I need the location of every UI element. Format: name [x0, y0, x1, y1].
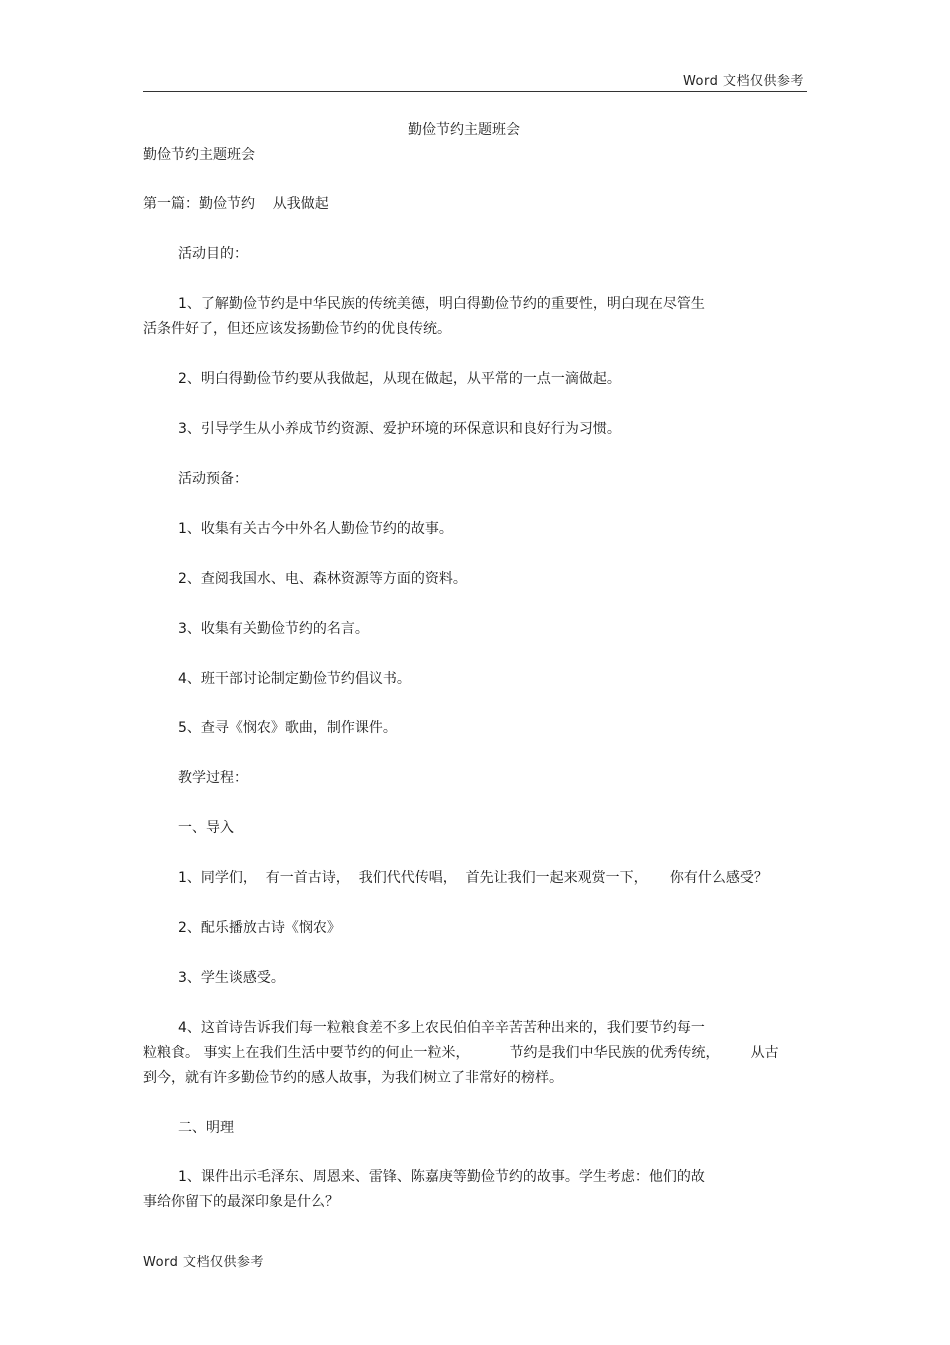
paragraph-line: 事给你留下的最深印象是什么？ — [143, 1194, 339, 1210]
process-heading: 教学过程： — [178, 770, 248, 786]
goal-heading: 活动目的： — [178, 246, 248, 262]
paragraph-line: 3、学生谈感受。 — [178, 970, 285, 986]
paragraph-line: 3、收集有关勤俭节约的名言。 — [178, 621, 369, 637]
page-header: Word 文档仅供参考 — [682, 74, 804, 89]
paragraph-line: 4、这首诗告诉我们每一粒粮食差不多上农民伯伯辛辛苦苦种出来的，我们要节约每一 — [178, 1020, 705, 1036]
paragraph-line: 5、查寻《悯农》歌曲，制作课件。 — [178, 720, 397, 736]
document-subtitle: 勤俭节约主题班会 — [143, 147, 255, 163]
paragraph-line: 4、班干部讨论制定勤俭节约倡议书。 — [178, 671, 411, 687]
intro-heading: 一、导入 — [178, 820, 234, 836]
paragraph-line: 2、配乐播放古诗《悯农》 — [178, 920, 341, 936]
document-title: 勤俭节约主题班会 — [408, 122, 520, 138]
paragraph-line: 2、明白得勤俭节约要从我做起，从现在做起，从平常的一点一滴做起。 — [178, 371, 621, 387]
paragraph-line: 粒粮食。 事实上在我们生活中要节约的何止一粒米， 节约是我们中华民族的优秀传统， 从古 — [143, 1045, 779, 1061]
paragraph-line: 到今，就有许多勤俭节约的感人故事，为我们树立了非常好的榜样。 — [143, 1070, 563, 1086]
paragraph-line: 1、了解勤俭节约是中华民族的传统美德，明白得勤俭节约的重要性，明白现在尽管生 — [178, 296, 705, 312]
section-title: 第一篇：勤俭节约 从我做起 — [143, 196, 329, 212]
paragraph-line: 2、查阅我国水、电、森林资源等方面的资料。 — [178, 571, 467, 587]
paragraph-line: 1、同学们， 有一首古诗， 我们代代传唱， 首先让我们一起来观赏一下， 你有什么感受？ — [178, 870, 768, 886]
prep-heading: 活动预备： — [178, 471, 248, 487]
paragraph-line: 1、收集有关古今中外名人勤俭节约的故事。 — [178, 521, 453, 537]
paragraph-line: 3、引导学生从小养成节约资源、爱护环境的环保意识和良好行为习惯。 — [178, 421, 621, 437]
header-divider — [143, 91, 807, 92]
paragraph-line: 活条件好了，但还应该发扬勤俭节约的优良传统。 — [143, 321, 451, 337]
paragraph-line: 1、课件出示毛泽东、周恩来、雷锋、陈嘉庚等勤俭节约的故事。学生考虑：他们的故 — [178, 1169, 705, 1185]
reason-heading: 二、明理 — [178, 1120, 234, 1136]
page-footer: Word 文档仅供参考 — [143, 1255, 265, 1270]
